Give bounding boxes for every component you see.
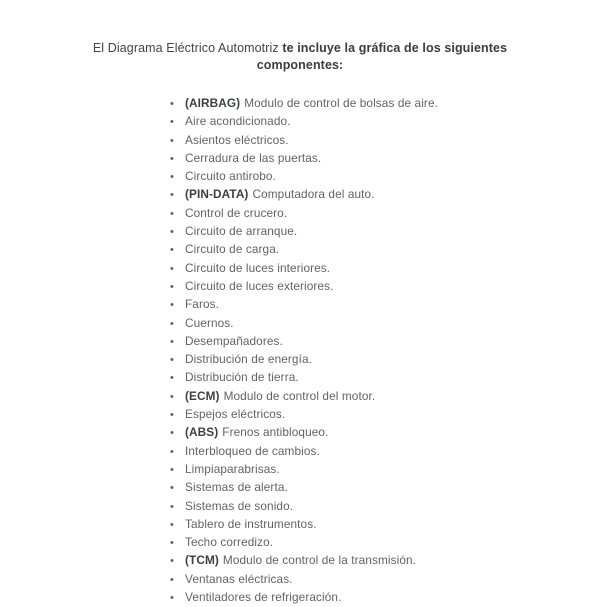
- bullet-icon: •: [170, 482, 174, 495]
- list-item: [170, 369, 600, 387]
- bullet-icon: •: [170, 98, 174, 110]
- list-item-text: Distribución de energía.: [185, 352, 312, 367]
- list-item: [170, 443, 600, 461]
- list-item-text: Circuito antirobo.: [185, 169, 276, 184]
- list-item-bold: (ECM): [185, 388, 220, 403]
- list-item-text: Circuito de luces exteriores.: [185, 278, 334, 293]
- heading-bold-text: te incluye la gráfica de los siguientes componentes:: [256, 41, 508, 72]
- list-item: [170, 95, 600, 113]
- list-item: [170, 113, 600, 131]
- bullet-icon: •: [170, 409, 174, 422]
- list-item: [170, 461, 600, 479]
- bullet-icon: •: [170, 445, 174, 458]
- list-item: [170, 479, 600, 497]
- bullet-icon: •: [170, 537, 174, 550]
- list-item: [170, 333, 600, 351]
- bullet-icon: •: [170, 262, 174, 275]
- list-item: [170, 241, 600, 259]
- list-item-text: Circuito de carga.: [185, 242, 280, 257]
- bullet-icon: •: [170, 317, 174, 330]
- list-item: [170, 552, 600, 570]
- list-item-text: Faros.: [185, 297, 220, 312]
- list-item: [170, 150, 600, 168]
- list-item-text: Control de crucero.: [185, 205, 288, 220]
- list-item: [170, 516, 600, 534]
- page-heading: [85, 0, 515, 74]
- bullet-icon: •: [170, 189, 174, 202]
- heading-normal-text: El Diagrama Eléctrico Automotriz: [92, 41, 283, 55]
- list-item: [170, 571, 600, 589]
- bullet-icon: •: [170, 500, 174, 513]
- list-item: [170, 589, 600, 607]
- list-item-text: Interbloqueo de cambios.: [185, 443, 320, 458]
- list-item: [170, 534, 600, 552]
- list-item-text: Desempañadores.: [185, 333, 283, 348]
- bullet-icon: •: [170, 592, 174, 605]
- list-item-text: Ventiladores de refrigeración.: [185, 590, 342, 605]
- list-item: [170, 406, 600, 424]
- bullet-icon: •: [170, 372, 174, 385]
- bullet-icon: •: [170, 390, 174, 403]
- bullet-icon: •: [170, 463, 174, 476]
- list-item: [170, 168, 600, 186]
- list-item: [170, 205, 600, 223]
- bullet-icon: •: [170, 116, 174, 129]
- bullet-icon: •: [170, 354, 174, 367]
- bullet-icon: •: [170, 427, 174, 440]
- list-item: [170, 498, 600, 516]
- list-item-text: Sistemas de sonido.: [185, 498, 294, 513]
- bullet-icon: •: [170, 573, 174, 586]
- bullet-icon: •: [170, 555, 174, 568]
- bullet-icon: •: [170, 134, 174, 147]
- list-item-text: Modulo de control del motor.: [223, 388, 376, 403]
- list-item: [170, 260, 600, 278]
- bullet-icon: •: [170, 226, 174, 239]
- list-item-text: Sistemas de alerta.: [185, 480, 288, 495]
- list-item-text: Cuernos.: [185, 315, 234, 330]
- list-item: [170, 186, 600, 204]
- list-item: [170, 132, 600, 150]
- list-item-text: Asientos eléctricos.: [185, 132, 289, 147]
- list-item-text: Limpiaparabrisas.: [185, 461, 280, 476]
- list-item: [170, 223, 600, 241]
- list-item-text: Cerradura de las puertas.: [185, 150, 322, 165]
- bullet-icon: •: [170, 244, 174, 257]
- bullet-icon: •: [170, 207, 174, 220]
- list-item-bold: (AIRBAG): [185, 96, 241, 110]
- list-item-text: Tablero de instrumentos.: [185, 516, 317, 531]
- bullet-icon: •: [170, 299, 174, 312]
- list-item-text: Modulo de control de la transmisión.: [222, 553, 417, 568]
- list-item-text: Frenos antibloqueo.: [222, 425, 329, 440]
- list-item: [170, 351, 600, 369]
- list-item-bold: (TCM): [185, 553, 219, 568]
- bullet-icon: •: [170, 335, 174, 348]
- bullet-icon: •: [170, 280, 174, 293]
- list-item-bold: (ABS): [185, 425, 219, 440]
- list-item: [170, 315, 600, 333]
- list-item: [170, 278, 600, 296]
- list-item-text: Modulo de control de bolsas de aire.: [244, 96, 438, 110]
- list-item: [170, 424, 600, 442]
- bullet-icon: •: [170, 518, 174, 531]
- list-item-text: Techo corredizo.: [185, 535, 274, 550]
- list-item-text: Circuito de luces interiores.: [185, 260, 331, 275]
- bullet-icon: •: [170, 171, 174, 184]
- component-list: [170, 95, 600, 607]
- list-item-text: Espejos eléctricos.: [185, 407, 286, 422]
- list-item: [170, 388, 600, 406]
- list-item: [170, 296, 600, 314]
- list-item-bold: (PIN-DATA): [185, 187, 249, 202]
- list-item-text: Computadora del auto.: [252, 187, 375, 202]
- bullet-icon: •: [170, 152, 174, 165]
- list-item-text: Distribución de tierra.: [185, 370, 299, 385]
- list-item-text: Ventanas eléctricas.: [185, 571, 293, 586]
- list-item-text: Aire acondicionado.: [185, 114, 291, 129]
- list-item-text: Circuito de arranque.: [185, 224, 298, 239]
